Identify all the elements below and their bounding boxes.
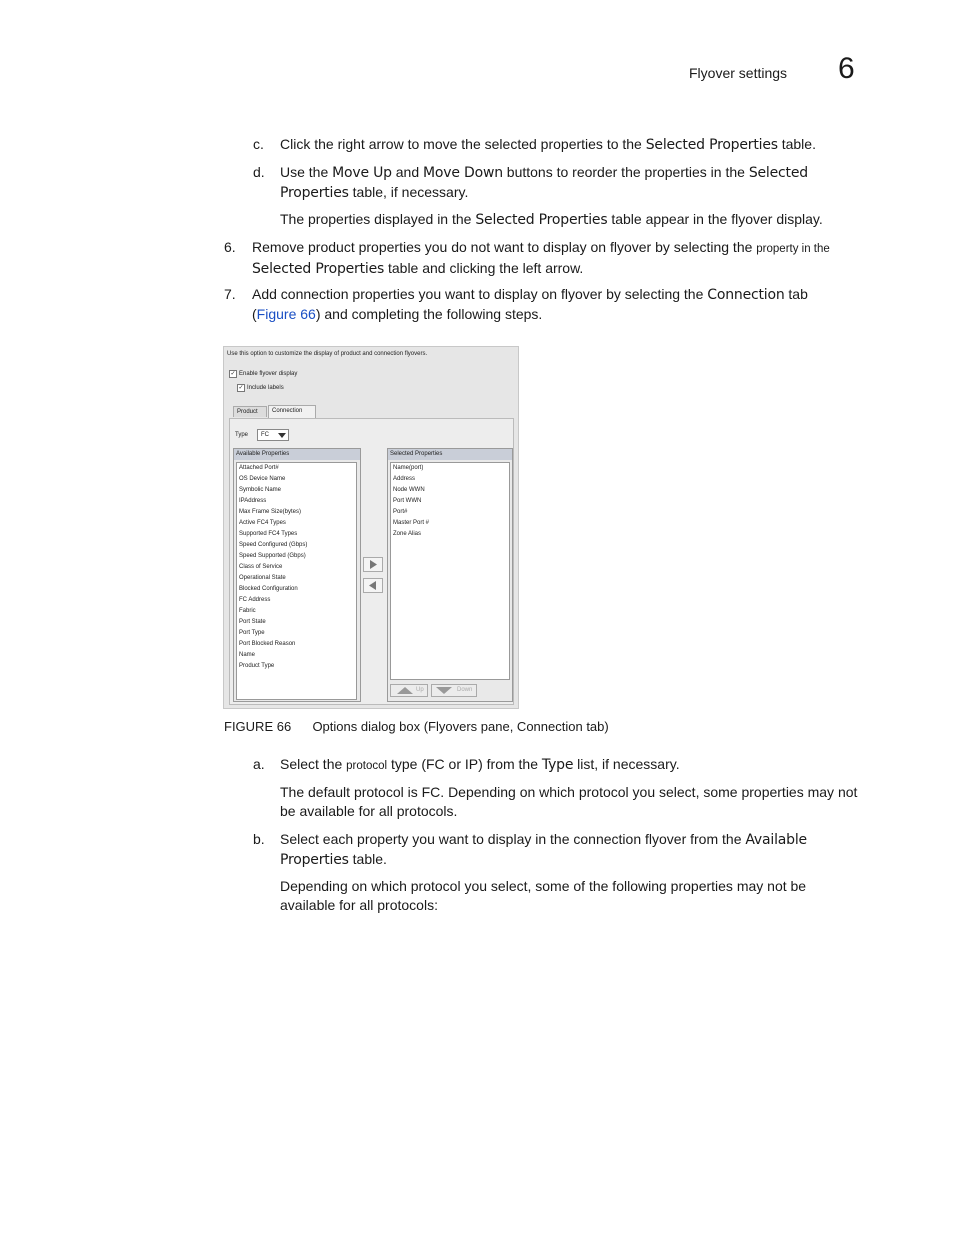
text: table, if necessary. [348, 184, 469, 200]
text: Select the [280, 756, 347, 772]
chapter-number: 6 [838, 52, 855, 85]
type-label: Type [235, 432, 249, 438]
type-select-value: FC [261, 432, 269, 438]
text: Select each property you want to display in the connection flyover from the [280, 831, 746, 847]
step-6-marker: 6. [224, 239, 236, 255]
substep-b-marker: b. [253, 831, 265, 847]
move-up-label: Up [416, 687, 424, 693]
tab-connection[interactable]: Connection [268, 405, 316, 418]
ui-term: Available [745, 832, 807, 848]
substep-b-text [280, 830, 870, 870]
text: Remove product properties you do not want to display on flyover by selecting the [252, 239, 757, 255]
move-down-label: Down [457, 687, 473, 693]
enable-flyover-label: Enable flyover display [239, 371, 298, 377]
selected-property-item[interactable]: Master Port # [393, 520, 430, 526]
step-7-text [252, 285, 872, 324]
move-right-button[interactable] [363, 557, 383, 572]
ui-term: Type [541, 757, 574, 773]
step-d-marker: d. [253, 164, 265, 180]
available-properties-header: Available Properties [234, 449, 360, 460]
figure-66-link[interactable]: Figure 66 [256, 306, 316, 322]
available-property-item[interactable]: Operational State [239, 575, 286, 581]
chevron-down-icon [278, 433, 286, 438]
available-property-item[interactable]: IPAddress [239, 498, 267, 504]
running-header-title: Flyover settings [689, 65, 788, 81]
text: tab [784, 286, 808, 302]
available-property-item[interactable]: Symbolic Name [239, 487, 282, 493]
text: table. [777, 136, 816, 152]
ui-term: Connection [707, 287, 785, 303]
available-property-item[interactable]: Name [239, 652, 256, 658]
selected-properties-header: Selected Properties [388, 449, 512, 460]
tab-product[interactable]: Product [233, 406, 267, 417]
text: protocol [346, 760, 388, 772]
ui-term: Selected Properties [645, 137, 778, 153]
available-property-item[interactable]: Port Type [239, 630, 265, 636]
available-property-item[interactable]: Port State [239, 619, 266, 625]
available-property-item[interactable]: Fabric [239, 608, 256, 614]
selected-properties-panel [387, 448, 513, 702]
step-c-marker: c. [253, 136, 264, 152]
move-left-button[interactable] [363, 578, 383, 593]
ui-term: Selected Properties [475, 212, 608, 228]
ui-term: Properties [280, 185, 349, 201]
available-property-item[interactable]: Speed Configured (Gbps) [239, 542, 308, 548]
step-6-text [252, 238, 872, 279]
ui-term: Move Down [423, 165, 503, 181]
substep-a-text [280, 755, 870, 776]
figure-caption [224, 719, 609, 734]
text: ( [252, 306, 257, 322]
available-property-item[interactable]: Speed Supported (Gbps) [239, 553, 306, 559]
substep-a-marker: a. [253, 756, 265, 772]
available-properties-list[interactable] [236, 462, 357, 700]
text: table and clicking the left arrow. [384, 260, 584, 276]
move-down-button[interactable] [431, 684, 477, 697]
figure-title: Options dialog box (Flyovers pane, Connection tab) [312, 719, 609, 734]
text: Add connection properties you want to display on flyover by selecting the [252, 286, 708, 302]
right-arrow-icon [364, 558, 382, 571]
text: ) and completing the following steps. [315, 306, 543, 322]
text: The properties displayed in the [280, 211, 476, 227]
available-property-item[interactable]: Max Frame Size(bytes) [239, 509, 302, 515]
available-property-item[interactable]: Active FC4 Types [239, 520, 286, 526]
enable-flyover-checkbox[interactable]: ✓ [230, 371, 236, 377]
text: and [391, 164, 424, 180]
text: table appear in the flyover display. [607, 211, 823, 227]
text: property in the [756, 243, 830, 255]
selected-property-item[interactable]: Address [393, 476, 416, 482]
include-labels-label: Include labels [247, 385, 284, 391]
substep-b-note: Depending on which protocol you select, some of the following properties may not be available for all protocols: [280, 878, 807, 913]
left-arrow-icon [364, 579, 382, 592]
ui-term: Move Up [332, 165, 392, 181]
available-property-item[interactable]: FC Address [239, 597, 271, 603]
figure-label: FIGURE 66 [224, 719, 292, 734]
available-property-item[interactable]: Supported FC4 Types [239, 531, 298, 537]
ui-term: Selected [748, 165, 808, 181]
text: table. [348, 851, 387, 867]
available-property-item[interactable]: Class of Service [239, 564, 283, 570]
available-property-item[interactable]: Product Type [239, 663, 275, 669]
step-d-note [280, 210, 870, 230]
ui-term: Properties [280, 852, 349, 868]
step-c-text [280, 135, 870, 155]
selected-property-item[interactable]: Name(port) [393, 465, 424, 471]
dialog-intro-text: Use this option to customize the display of product and connection flyovers. [227, 351, 428, 357]
available-property-item[interactable]: Attached Port# [239, 465, 279, 471]
selected-property-item[interactable]: Zone Alias [393, 531, 422, 537]
ui-term: Selected Properties [252, 261, 385, 277]
text: Click the right arrow to move the selected properties to the [280, 136, 646, 152]
available-property-item[interactable]: Port Blocked Reason [239, 641, 296, 647]
step-7-marker: 7. [224, 286, 236, 302]
text: list, if necessary. [573, 756, 680, 772]
selected-property-item[interactable]: Node WWN [393, 487, 425, 493]
text: buttons to reorder the properties in the [502, 164, 749, 180]
selected-property-item[interactable]: Port# [393, 509, 408, 515]
move-up-button[interactable] [390, 684, 428, 697]
available-property-item[interactable]: Blocked Configuration [239, 586, 298, 592]
down-arrow-icon [436, 687, 452, 694]
selected-property-item[interactable]: Port WWN [393, 498, 422, 504]
substep-a-note: The default protocol is FC. Depending on which protocol you select, some properties may not be available for all protocols. [280, 784, 858, 819]
options-dialog-figure [223, 346, 519, 709]
text: type (FC or IP) from the [387, 756, 542, 772]
up-arrow-icon [397, 687, 413, 694]
type-select[interactable] [257, 429, 289, 441]
available-property-item[interactable]: OS Device Name [239, 476, 286, 482]
step-d-text [280, 163, 870, 203]
available-properties-panel [233, 448, 361, 702]
include-labels-checkbox[interactable]: ✓ [238, 385, 244, 391]
text: Use the [280, 164, 333, 180]
selected-properties-list[interactable] [390, 462, 510, 680]
